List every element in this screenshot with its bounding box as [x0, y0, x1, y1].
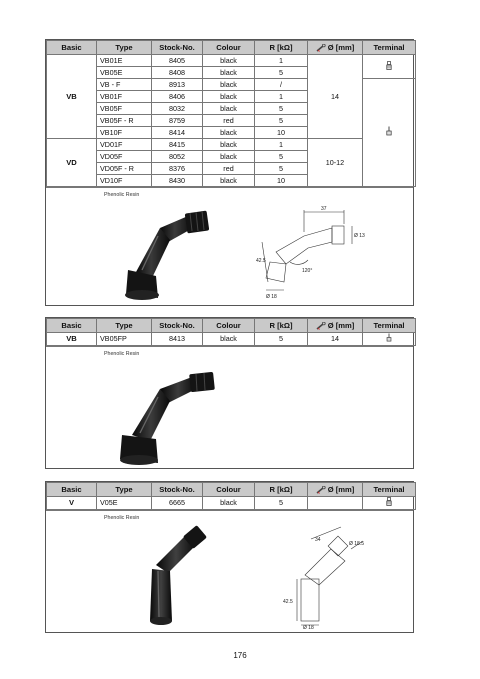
header-diameter: Ø [mm]	[308, 483, 363, 497]
type-cell: VB10F	[97, 127, 152, 139]
resistance-cell: 5	[255, 497, 308, 510]
type-cell: VD10F	[97, 175, 152, 187]
header-colour: Colour	[203, 319, 255, 333]
spark-plug-connector-image	[96, 359, 226, 469]
diameter-cell: 14	[308, 55, 363, 139]
resistance-cell: 5	[255, 67, 308, 79]
terminal-cell	[363, 333, 416, 346]
colour-cell: red	[203, 115, 255, 127]
stock-cell: 8913	[152, 79, 203, 91]
terminal-cell	[363, 55, 416, 79]
product-image-panel	[46, 187, 413, 310]
table-row	[47, 55, 416, 67]
type-cell: VD05F - R	[97, 163, 152, 175]
header-stock-no: Stock-No.	[152, 483, 203, 497]
header-resistance: R [kΩ]	[255, 41, 308, 55]
material-note: Phenolic Resin	[104, 351, 140, 357]
dim-angle-label: 120°	[302, 268, 313, 274]
colour-cell: black	[203, 175, 255, 187]
type-cell: VB01E	[97, 55, 152, 67]
header-resistance: R [kΩ]	[255, 483, 308, 497]
colour-cell: black	[203, 497, 255, 510]
header-row	[47, 483, 416, 497]
resistance-cell: 5	[255, 151, 308, 163]
header-terminal: Terminal	[363, 319, 416, 333]
spark-plug-wrench-icon	[316, 486, 326, 494]
page-number: 176	[233, 651, 247, 660]
table-row	[47, 139, 416, 151]
terminal-cell	[363, 497, 416, 510]
colour-cell: black	[203, 55, 255, 67]
resistance-cell: 1	[255, 91, 308, 103]
type-cell: VB05F	[97, 103, 152, 115]
technical-drawing	[271, 519, 371, 629]
header-resistance: R [kΩ]	[255, 319, 308, 333]
stock-cell: 8406	[152, 91, 203, 103]
basic-cell: V	[47, 497, 97, 510]
spark-plug-connector-image	[98, 198, 218, 308]
terminal-cell	[363, 79, 416, 187]
dim-right-label: Ø 13	[354, 233, 365, 239]
header-diameter: Ø [mm]	[308, 41, 363, 55]
material-note: Phenolic Resin	[104, 192, 140, 198]
stock-cell: 8413	[152, 333, 203, 346]
type-cell: VB - F	[97, 79, 152, 91]
header-type: Type	[97, 483, 152, 497]
stock-cell: 8376	[152, 163, 203, 175]
product-block-vb05fp	[45, 317, 414, 469]
colour-cell: black	[203, 103, 255, 115]
resistance-cell: 5	[255, 103, 308, 115]
spec-table-3	[46, 482, 416, 510]
dim-bottom-label: Ø 18	[303, 625, 314, 629]
dim-side-label: 42.5	[283, 599, 293, 605]
stock-cell: 8415	[152, 139, 203, 151]
resistance-cell: 5	[255, 163, 308, 175]
spark-plug-connector-image	[116, 521, 226, 631]
colour-cell: black	[203, 67, 255, 79]
type-cell: VB05F - R	[97, 115, 152, 127]
colour-cell: black	[203, 127, 255, 139]
diameter-cell: 10-12	[308, 139, 363, 187]
basic-cell: VB	[47, 333, 97, 346]
colour-cell: black	[203, 91, 255, 103]
stock-cell: 8408	[152, 67, 203, 79]
resistance-cell: 1	[255, 139, 308, 151]
header-basic: Basic	[47, 483, 97, 497]
colour-cell: black	[203, 79, 255, 91]
spec-table-2	[46, 318, 416, 346]
header-terminal: Terminal	[363, 483, 416, 497]
resistance-cell: 10	[255, 175, 308, 187]
product-block-vb-vd	[45, 39, 414, 306]
stock-cell: 6665	[152, 497, 203, 510]
product-image-panel	[46, 510, 413, 635]
spec-table-1	[46, 40, 416, 187]
resistance-cell: 10	[255, 127, 308, 139]
type-cell: VB05E	[97, 67, 152, 79]
dim-bottom-label: Ø 18	[266, 294, 277, 300]
header-stock-no: Stock-No.	[152, 319, 203, 333]
header-row	[47, 41, 416, 55]
header-colour: Colour	[203, 41, 255, 55]
header-row	[47, 319, 416, 333]
type-cell: VB05FP	[97, 333, 152, 346]
spec-table-1-body	[47, 55, 416, 187]
material-note: Phenolic Resin	[104, 515, 140, 521]
dim-top-label: 34	[315, 537, 321, 543]
diameter-cell	[308, 497, 363, 510]
header-basic: Basic	[47, 319, 97, 333]
header-terminal: Terminal	[363, 41, 416, 55]
diameter-cell: 14	[308, 333, 363, 346]
header-type: Type	[97, 319, 152, 333]
resistance-cell: 1	[255, 55, 308, 67]
product-image-panel	[46, 346, 413, 471]
technical-drawing	[256, 202, 366, 302]
dim-side-label: 42.5	[256, 258, 266, 264]
resistance-cell: 5	[255, 333, 308, 346]
terminal-pin-icon	[386, 333, 392, 342]
type-cell: VD01F	[97, 139, 152, 151]
terminal-nut-icon	[386, 61, 392, 70]
stock-cell: 8405	[152, 55, 203, 67]
stock-cell: 8759	[152, 115, 203, 127]
dim-top-label: 37	[321, 206, 327, 212]
header-diameter: Ø [mm]	[308, 319, 363, 333]
dim-right-label: Ø 18.5	[349, 541, 365, 547]
basic-cell: VD	[47, 139, 97, 187]
basic-cell: VB	[47, 55, 97, 139]
colour-cell: black	[203, 333, 255, 346]
colour-cell: red	[203, 163, 255, 175]
table-row	[47, 333, 416, 346]
resistance-cell: /	[255, 79, 308, 91]
stock-cell: 8032	[152, 103, 203, 115]
terminal-nut-icon	[386, 497, 392, 506]
product-block-v05e	[45, 481, 414, 633]
resistance-cell: 5	[255, 115, 308, 127]
header-basic: Basic	[47, 41, 97, 55]
stock-cell: 8430	[152, 175, 203, 187]
type-cell: VB01F	[97, 91, 152, 103]
spark-plug-wrench-icon	[316, 44, 326, 52]
header-stock-no: Stock-No.	[152, 41, 203, 55]
colour-cell: black	[203, 151, 255, 163]
spark-plug-wrench-icon	[316, 322, 326, 330]
header-type: Type	[97, 41, 152, 55]
colour-cell: black	[203, 139, 255, 151]
type-cell: VD05F	[97, 151, 152, 163]
terminal-pin-icon	[386, 126, 392, 136]
type-cell: V05E	[97, 497, 152, 510]
stock-cell: 8414	[152, 127, 203, 139]
table-row	[47, 497, 416, 510]
header-colour: Colour	[203, 483, 255, 497]
stock-cell: 8052	[152, 151, 203, 163]
